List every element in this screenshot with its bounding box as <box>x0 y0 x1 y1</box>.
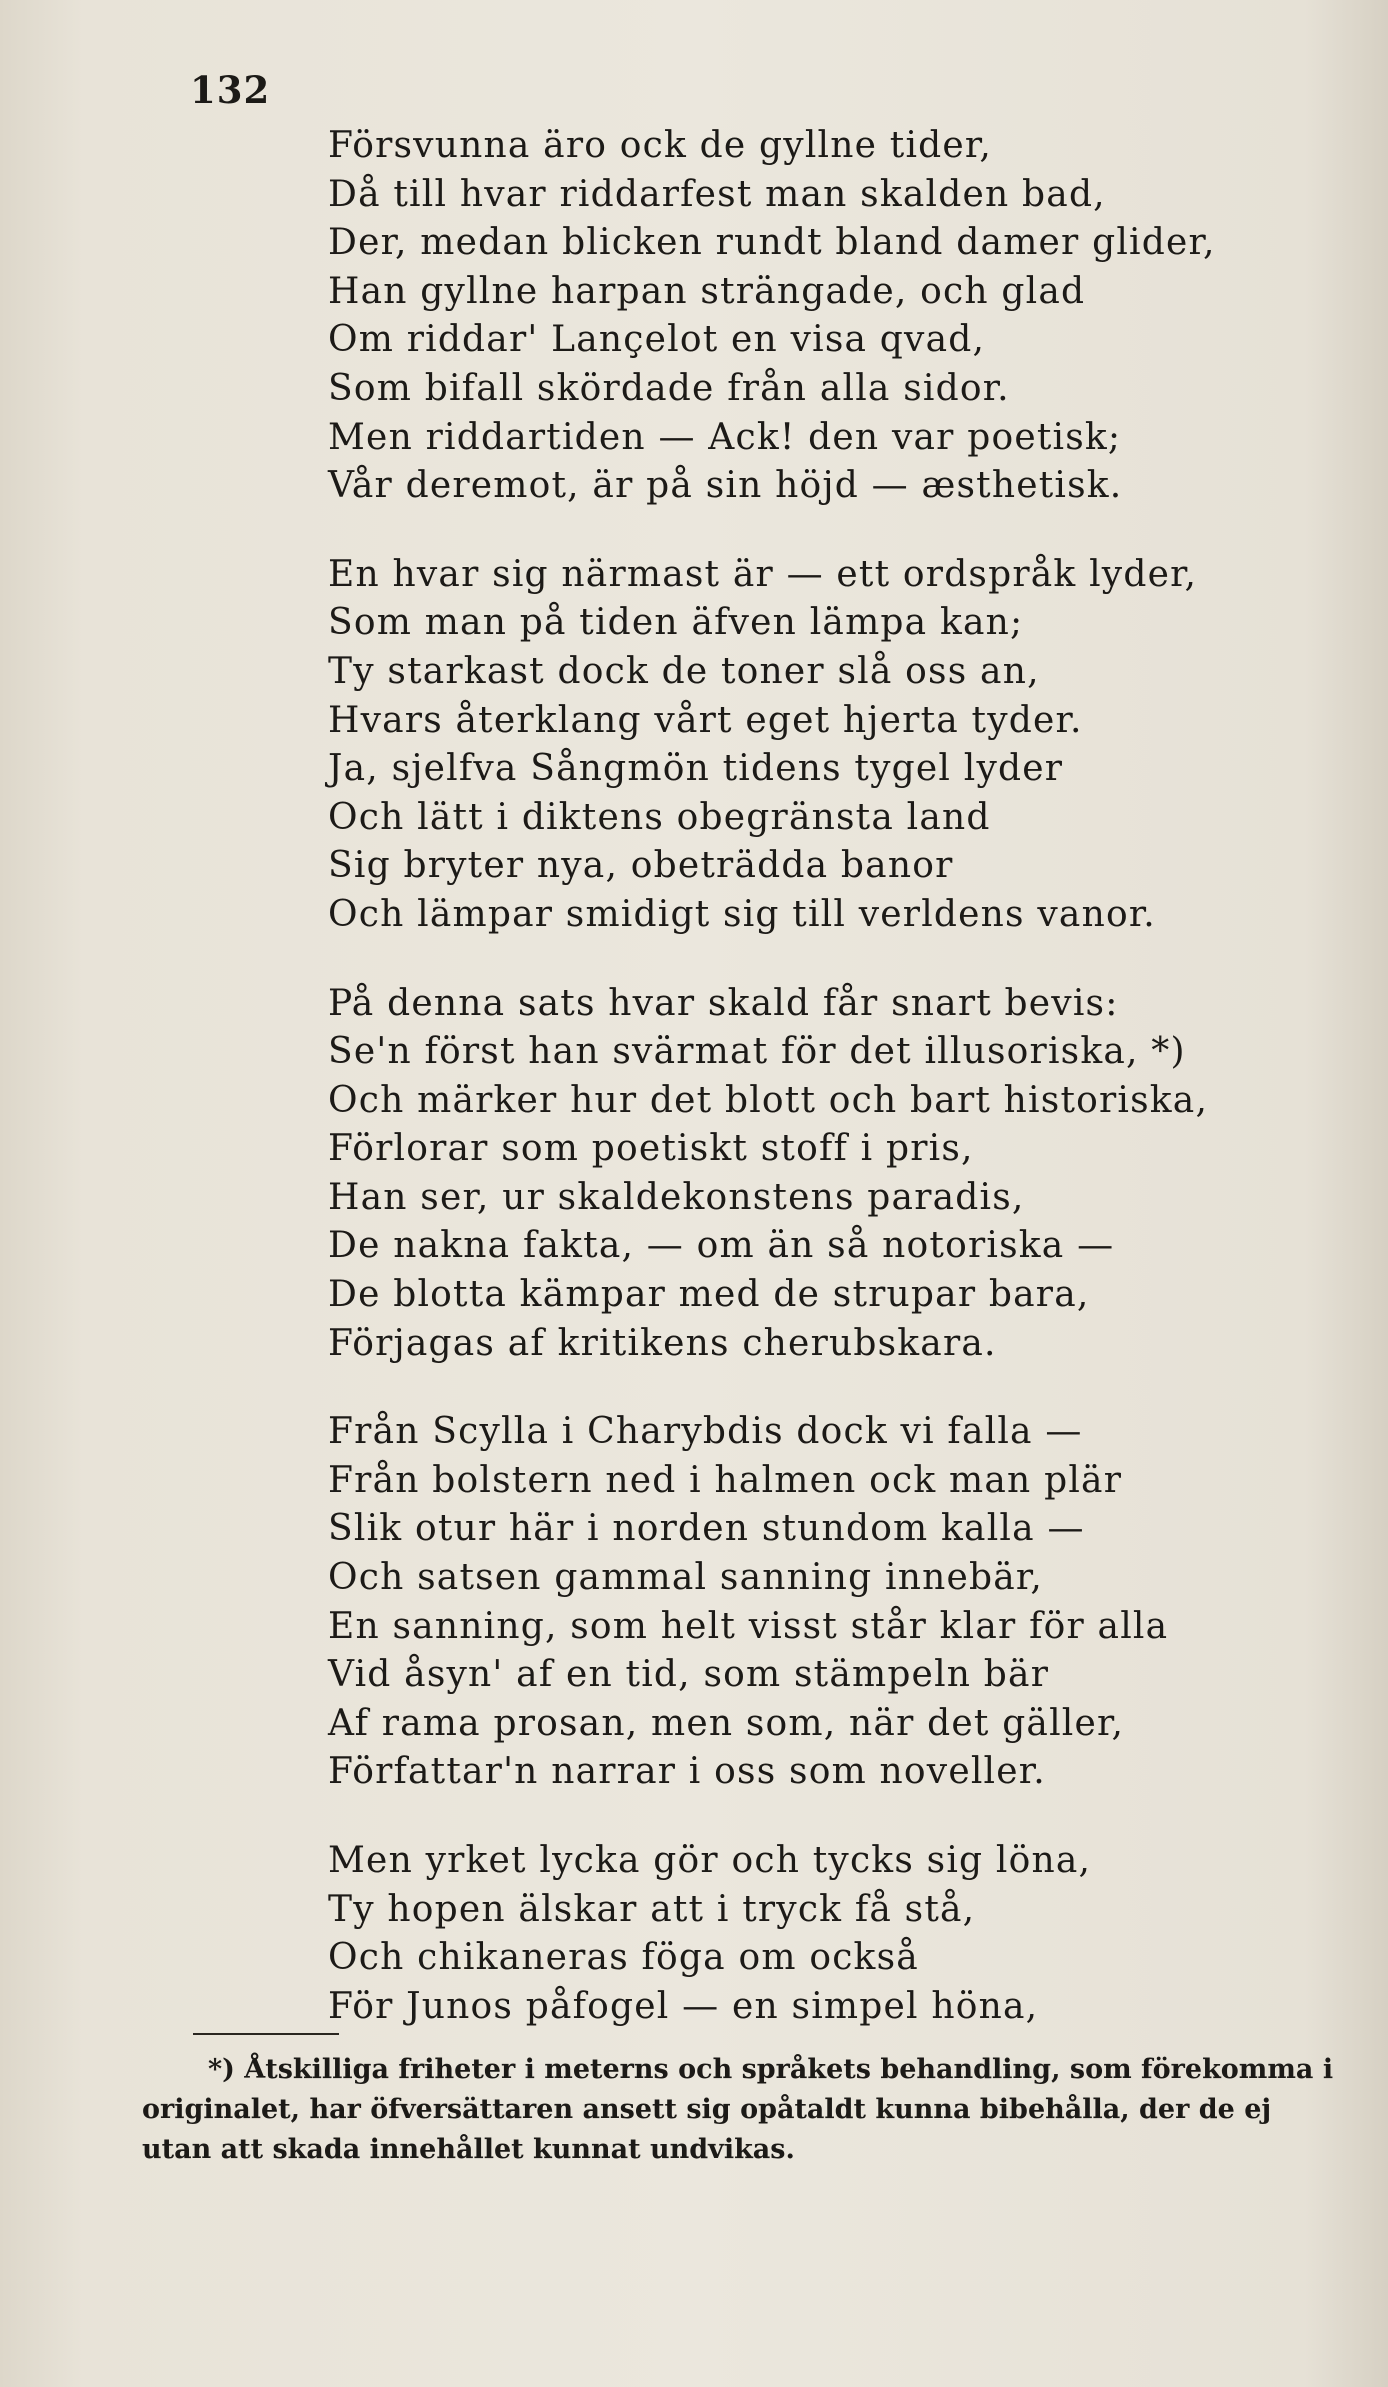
verse-line: Vår deremot, är på sin höjd — æsthetisk. <box>328 465 1123 507</box>
verse-line: Då till hvar riddarfest man skalden bad, <box>328 173 1106 215</box>
verse-line: En sanning, som helt visst står klar för alla <box>328 1605 1169 1647</box>
verse-line: På denna sats hvar skald får snart bevis: <box>328 982 1119 1024</box>
verse-line: Från Scylla i Charybdis dock vi falla — <box>328 1411 1083 1453</box>
verse-line: Men yrket lycka gör och tycks sig löna, <box>328 1840 1092 1881</box>
verse-line: Författar'n narrar i oss som noveller. <box>328 1751 1046 1793</box>
verse-line: Vid åsyn' af en tid, som stämpeln bär <box>328 1654 1050 1696</box>
footnote <box>142 2050 1334 2170</box>
footnote-divider <box>193 2033 339 2035</box>
verse-line: Se'n först han svärmat för det illusoriska, *) <box>328 1031 1186 1073</box>
verse-line: Förlorar som poetiskt stoff i pris, <box>328 1128 974 1170</box>
verse-line: Förjagas af kritikens cherubskara. <box>328 1322 997 1364</box>
verse-line: Ja, sjelfva Sångmön tidens tygel lyder <box>328 748 1064 790</box>
poem <box>328 122 1328 2071</box>
verse-line: Om riddar' Lançelot en visa qvad, <box>328 319 986 361</box>
footnote-line: utan att skada innehållet kunnat undvikas. <box>142 2134 795 2165</box>
footnote-line: originalet, har öfversättaren ansett sig opåtaldt kunna bibehålla, der de ej <box>142 2094 1272 2125</box>
verse-line: Der, medan blicken rundt bland damer glider, <box>328 222 1216 264</box>
verse-line: För Junos påfogel — en simpel höna, <box>328 1985 1039 2027</box>
verse-line: Han ser, ur skaldekonstens paradis, <box>328 1176 1025 1218</box>
stanza <box>328 1837 1328 2031</box>
verse-line: Och chikaneras föga om också <box>328 1937 919 1979</box>
verse-line: Försvunna äro ock de gyllne tider, <box>328 125 993 166</box>
verse-line: Från bolstern ned i halmen ock man plär <box>328 1459 1123 1501</box>
page-number: 132 <box>190 68 271 112</box>
stanza <box>328 122 1328 511</box>
verse-line: Och lämpar smidigt sig till verldens vanor. <box>328 893 1156 935</box>
verse-line: Och märker hur det blott och bart historiska, <box>328 1079 1209 1121</box>
verse-line: Som bifall skördade från alla sidor. <box>328 367 1010 409</box>
verse-line: Hvars återklang vårt eget hjerta tyder. <box>328 699 1083 741</box>
verse-line: Som man på tiden äfven lämpa kan; <box>328 602 1024 644</box>
verse-line: Men riddartiden — Ack! den var poetisk; <box>328 416 1122 458</box>
verse-line: En hvar sig närmast är — ett ordspråk lyder, <box>328 553 1198 595</box>
verse-line: Af rama prosan, men som, när det gäller, <box>328 1702 1125 1744</box>
verse-line: Och lätt i diktens obegränsta land <box>328 796 991 838</box>
stanza <box>328 1408 1328 1797</box>
verse-line: De blotta kämpar med de strupar bara, <box>328 1274 1090 1316</box>
stanza <box>328 551 1328 940</box>
verse-line: Ty starkast dock de toner slå oss an, <box>328 650 1040 692</box>
verse-line: Slik otur här i norden stundom kalla — <box>328 1508 1085 1550</box>
verse-line: Sig bryter nya, obeträdda banor <box>328 845 954 887</box>
footnote-line: *) Åtskilliga friheter i meterns och språkets behandling, som förekomma i <box>208 2054 1334 2085</box>
verse-line: Ty hopen älskar att i tryck få stå, <box>328 1888 976 1930</box>
verse-line: De nakna fakta, — om än så notoriska — <box>328 1225 1115 1267</box>
verse-line: Och satsen gammal sanning innebär, <box>328 1557 1044 1599</box>
verse-line: Han gyllne harpan strängade, och glad <box>328 270 1086 312</box>
stanza <box>328 980 1328 1369</box>
